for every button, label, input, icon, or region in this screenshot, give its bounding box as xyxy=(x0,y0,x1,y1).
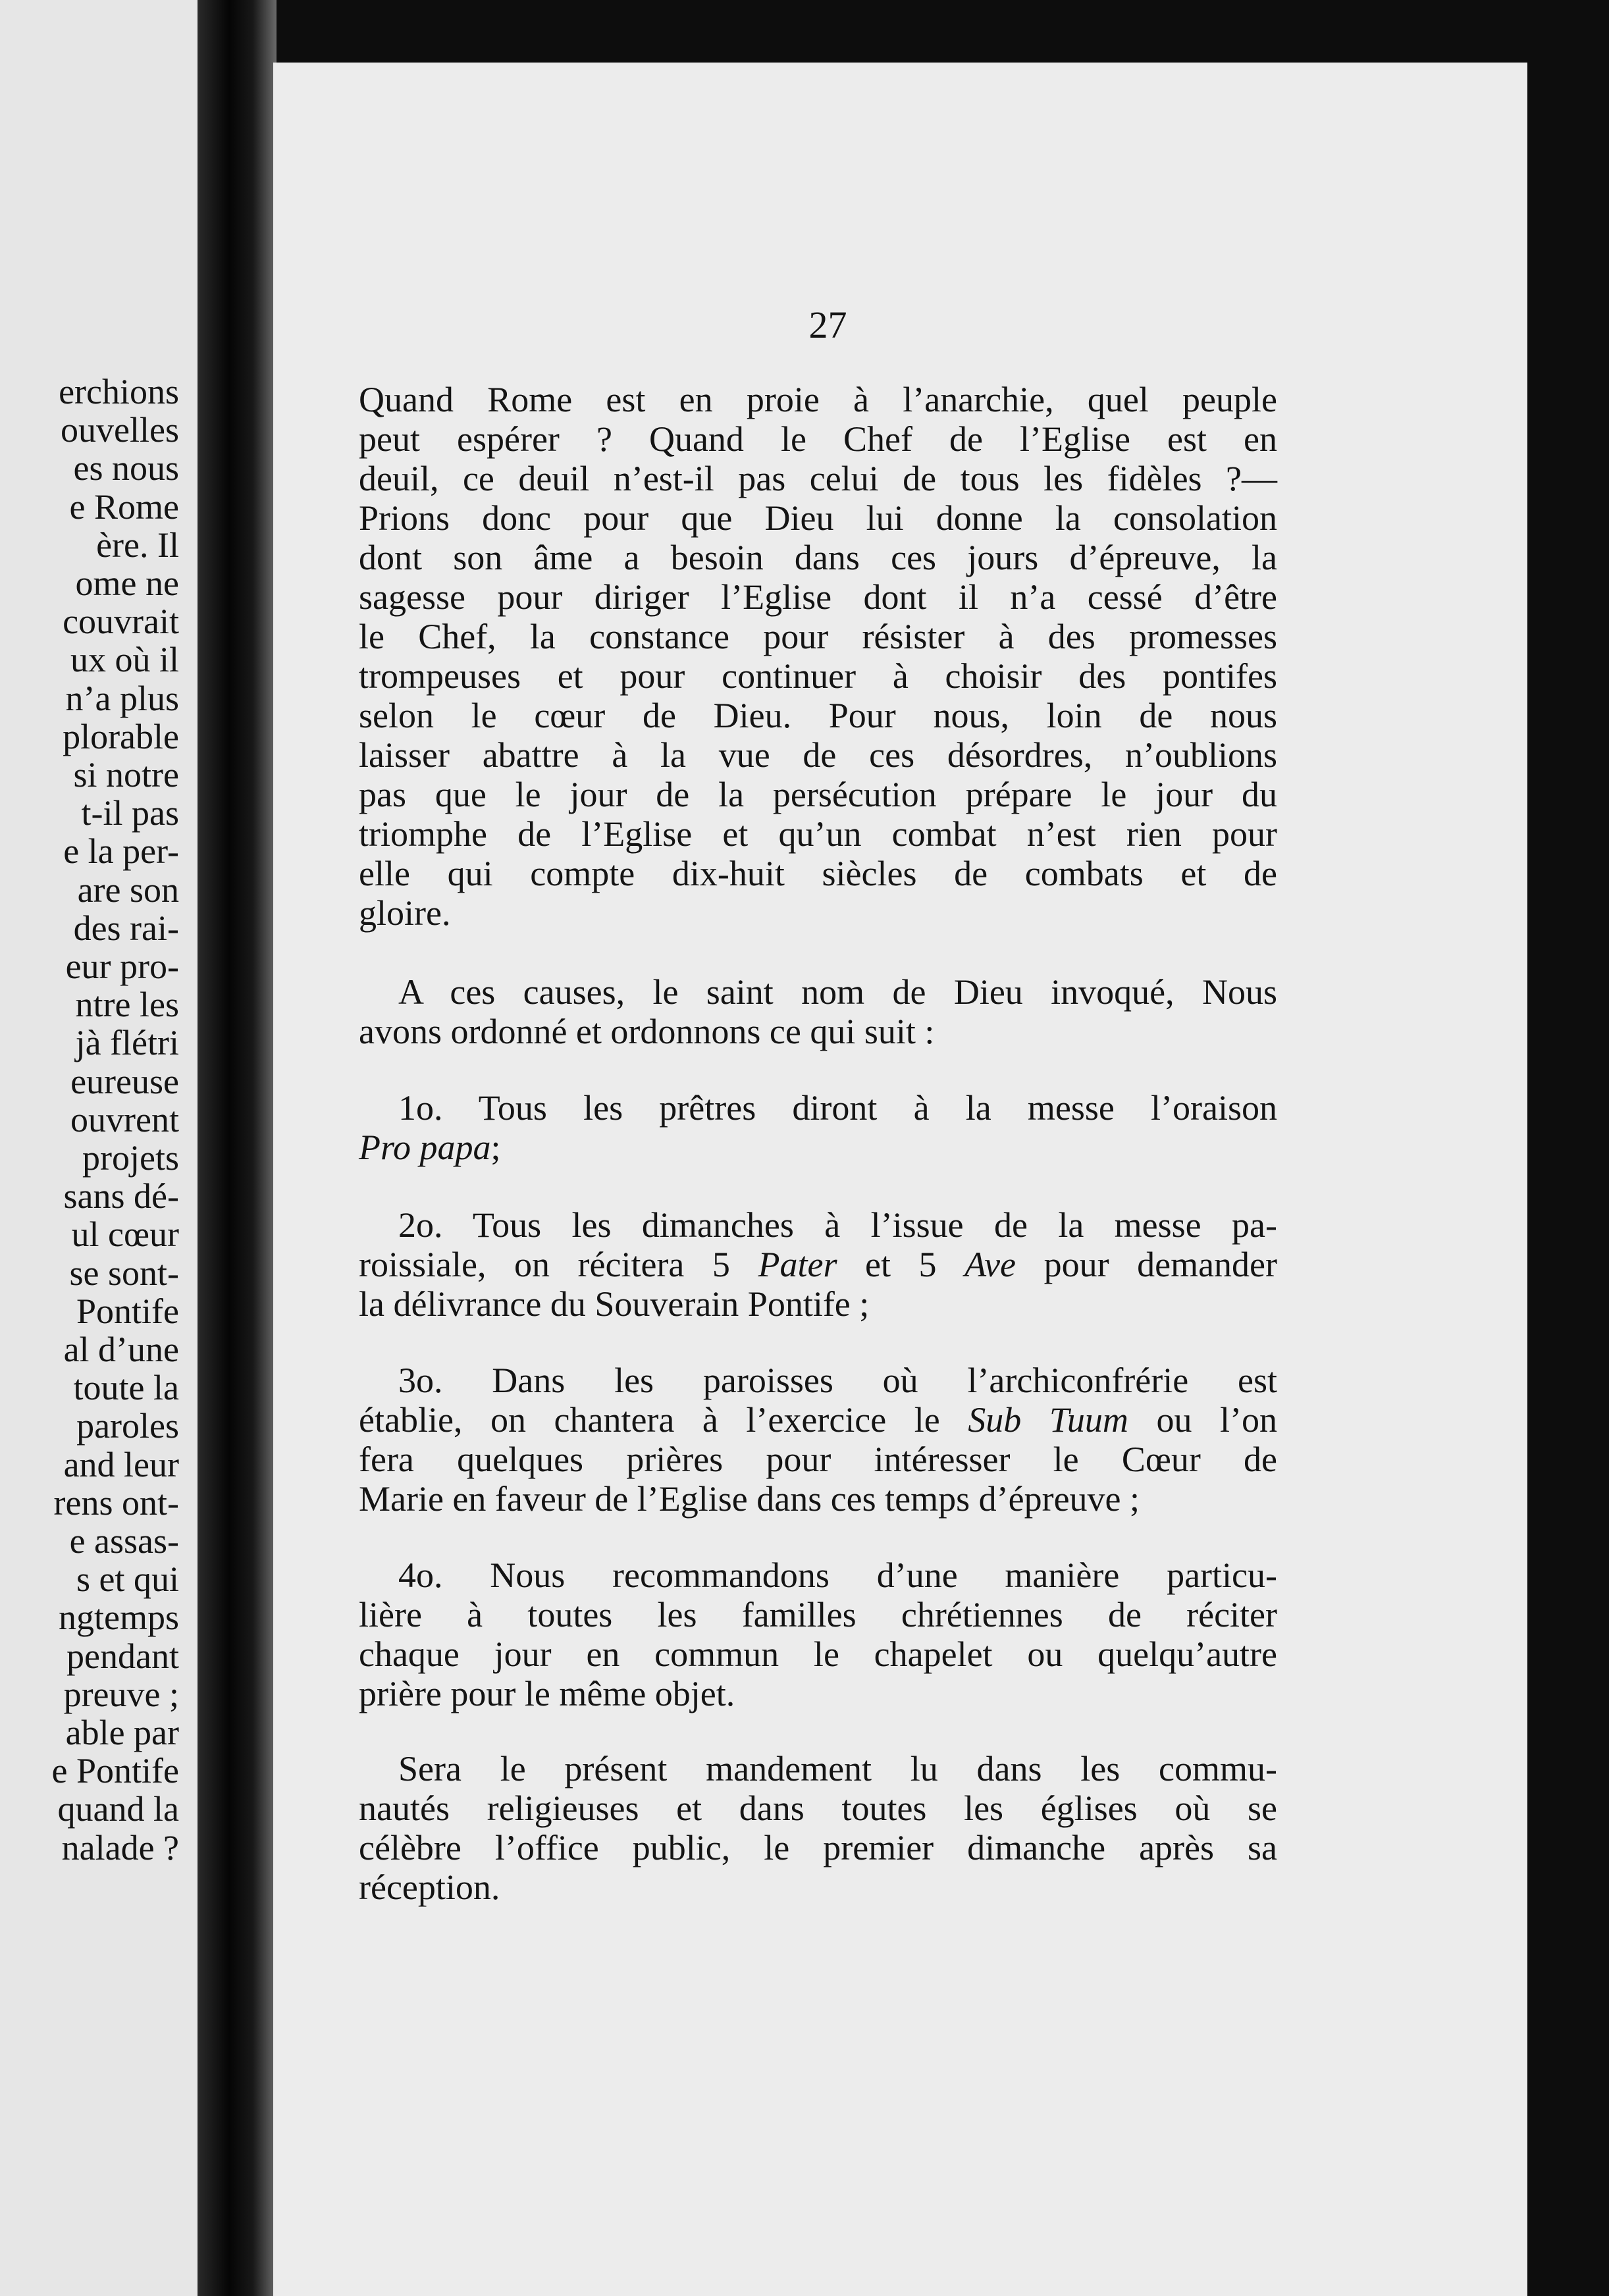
left-page-line: erchions xyxy=(59,372,179,411)
p1-line: le Chef, la constance pour résister à des promesses xyxy=(359,617,1277,656)
item-1-line-1: 1o. Tous les prêtres diront à la messe l’oraison xyxy=(398,1088,1277,1128)
left-page-line: al d’une xyxy=(63,1330,179,1369)
p1-line: peut espérer ? Quand le Chef de l’Eglise est en xyxy=(359,419,1277,459)
item-2-line-2-part-b: et 5 xyxy=(837,1245,965,1284)
item-3-line-2-part-b: ou l’on xyxy=(1128,1400,1277,1440)
left-page-line: eur pro- xyxy=(65,947,179,986)
left-page-line: are son xyxy=(77,870,179,910)
left-page-line: e la per- xyxy=(63,831,179,872)
left-page-line: des rai- xyxy=(73,908,179,948)
left-page-line: couvrait xyxy=(63,602,179,642)
item-2-line-3: la délivrance du Souverain Pontife ; xyxy=(359,1284,870,1324)
p1-line: Quand Rome est en proie à l’anarchie, quel peuple xyxy=(359,380,1277,419)
paragraph-item-4 xyxy=(359,1555,1277,1713)
p1-line: Prions donc pour que Dieu lui donne la consolation xyxy=(359,498,1277,538)
p7-line: célèbre l’office public, le premier dimanche après sa xyxy=(359,1828,1277,1867)
item-1-line-2-rest: ; xyxy=(490,1128,501,1167)
main-page xyxy=(273,63,1527,2296)
left-page-line: and leur xyxy=(63,1444,179,1484)
left-page-line: Pontife xyxy=(76,1291,179,1331)
left-page-line: ome ne xyxy=(75,563,179,603)
item-2-line-1: 2o. Tous les dimanches à l’issue de la messe pa- xyxy=(398,1205,1277,1245)
left-page-line: preuve ; xyxy=(63,1674,179,1714)
left-page-line: ère. Il xyxy=(96,525,179,565)
left-page-line: e assas- xyxy=(69,1521,179,1561)
p1-line: gloire. xyxy=(359,893,451,933)
left-page-line: pendant xyxy=(66,1636,179,1676)
left-page-line: able par xyxy=(65,1713,179,1752)
p6-line: chaque jour en commun le chapelet ou quelqu’autre xyxy=(359,1634,1277,1674)
p6-line: 4o. Nous recommandons d’une manière particu- xyxy=(398,1555,1277,1595)
paragraph-item-2 xyxy=(359,1205,1277,1324)
left-page-line: jà flétri xyxy=(75,1023,179,1063)
left-page-line: ux où il xyxy=(70,640,179,680)
p1-line: dont son âme a besoin dans ces jours d’épreuve, la xyxy=(359,538,1277,577)
p1-line: selon le cœur de Dieu. Pour nous, loin de nous xyxy=(359,696,1277,735)
previous-page-fragment xyxy=(0,0,198,2296)
p2-line: avons ordonné et ordonnons ce qui suit : xyxy=(359,1012,935,1051)
p1-line: deuil, ce deuil n’est-il pas celui de tous les fidèles ?— xyxy=(359,459,1277,498)
item-2-line-2-part-a: roissiale, on récitera 5 xyxy=(359,1245,758,1284)
item-3-line-4: Marie en faveur de l’Eglise dans ces temps d’épreuve ; xyxy=(359,1479,1140,1519)
left-page-line: ouvrent xyxy=(70,1099,179,1139)
left-page-line: es nous xyxy=(73,448,179,488)
left-page-line: si notre xyxy=(73,755,179,795)
left-page-line: nalade ? xyxy=(61,1827,179,1867)
item-3-line-3: fera quelques prières pour intéresser le Cœur de xyxy=(359,1440,1277,1479)
paragraph-a-ces-causes xyxy=(359,972,1277,1051)
p6-line: lière à toutes les familles chrétiennes de réciter xyxy=(359,1595,1277,1634)
left-page-line: e Rome xyxy=(69,486,179,527)
left-page-line: se sont- xyxy=(69,1253,179,1293)
paragraph-rome-anarchy xyxy=(359,380,1277,933)
p1-line: sagesse pour diriger l’Eglise dont il n’a cessé d’être xyxy=(359,577,1277,617)
left-page-line: ul cœur xyxy=(71,1214,179,1255)
item-3-line-2-part-a: établie, on chantera à l’exercice le xyxy=(359,1400,968,1440)
left-page-line: ntre les xyxy=(75,985,179,1025)
item-1-line-2 xyxy=(359,1128,1277,1167)
left-page-line: eureuse xyxy=(70,1061,179,1101)
left-page-line: rens ont- xyxy=(53,1482,179,1523)
left-page-line: s et qui xyxy=(76,1559,179,1600)
p1-line: trompeuses et pour continuer à choisir des pontifes xyxy=(359,656,1277,696)
pro-papa-italic: Pro papa xyxy=(359,1128,491,1167)
item-3-line-1: 3o. Dans les paroisses où l’archiconfrérie est xyxy=(398,1361,1277,1400)
p1-line: elle qui compte dix-huit siècles de combats et de xyxy=(359,854,1277,893)
left-page-line: paroles xyxy=(76,1406,179,1446)
left-page-line: t-il pas xyxy=(81,793,179,833)
page-number: 27 xyxy=(808,303,847,346)
p7-line: réception. xyxy=(359,1867,500,1907)
item-3-line-2 xyxy=(359,1400,1277,1440)
item-2-line-2 xyxy=(359,1245,1277,1284)
left-page-line: sans dé- xyxy=(63,1176,179,1216)
sub-tuum-italic: Sub Tuum xyxy=(968,1400,1128,1440)
paragraph-sera-le-present xyxy=(359,1749,1277,1907)
ave-italic: Ave xyxy=(964,1245,1016,1284)
p7-line: Sera le présent mandement lu dans les commu- xyxy=(398,1749,1277,1788)
paragraph-item-3 xyxy=(359,1361,1277,1519)
p2-line: A ces causes, le saint nom de Dieu invoqué, Nous xyxy=(398,972,1277,1012)
left-page-line: ngtemps xyxy=(59,1598,179,1638)
left-page-line: quand la xyxy=(57,1789,179,1829)
left-page-line: e Pontife xyxy=(51,1751,179,1791)
p6-line: prière pour le même objet. xyxy=(359,1674,735,1713)
p1-line: pas que le jour de la persécution prépare le jour du xyxy=(359,775,1277,814)
p7-line: nautés religieuses et dans toutes les églises où se xyxy=(359,1788,1277,1828)
p1-line: triomphe de l’Eglise et qu’un combat n’est rien pour xyxy=(359,814,1277,854)
item-2-line-2-part-c: pour demander xyxy=(1016,1245,1277,1284)
left-page-line: n’a plus xyxy=(65,678,179,718)
left-page-line: plorable xyxy=(63,716,179,756)
left-page-line: projets xyxy=(82,1138,179,1178)
p1-line: laisser abattre à la vue de ces désordres, n’oublions xyxy=(359,735,1277,775)
left-page-line: ouvelles xyxy=(61,410,179,450)
pater-italic: Pater xyxy=(758,1245,837,1284)
left-page-line: toute la xyxy=(73,1368,179,1408)
paragraph-item-1 xyxy=(359,1088,1277,1167)
